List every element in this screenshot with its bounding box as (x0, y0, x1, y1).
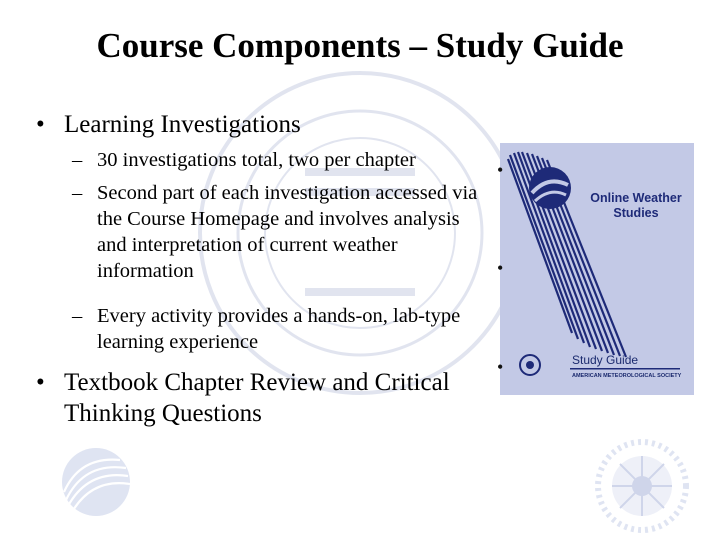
cover-bullet-dot: • (497, 258, 504, 278)
cover-publisher: AMERICAN METEOROLOGICAL SOCIETY (572, 373, 682, 379)
bullet-marker: • (36, 111, 45, 138)
bullet-textbook-review (36, 367, 496, 429)
cover-bullet-dot: • (497, 160, 504, 180)
subbullet-text: Every activity provides a hands-on, lab-type learning experience (97, 305, 461, 353)
slide-title: Course Components – Study Guide (96, 26, 624, 65)
cover-title: Online Weather Studies (590, 191, 682, 220)
subbullet-marker: – (72, 305, 83, 327)
subbullet-investigations-count (72, 147, 492, 173)
cover-bullet-dot: • (497, 357, 504, 377)
bullet-text: Learning Investigations (64, 111, 301, 138)
subbullet-text: 30 investigations total, two per chapter (97, 149, 416, 171)
ams-swirl-logo-icon (54, 442, 134, 522)
subbullet-text: Second part of each investigation accessed via the Course Homepage and involves analysis and interpretation of current weather information (97, 182, 478, 282)
subbullet-marker: – (72, 149, 83, 171)
subbullet-second-part (72, 180, 492, 284)
bullet-learning-investigations (36, 109, 496, 140)
bullet-marker: • (36, 369, 45, 396)
bullet-text: Textbook Chapter Review and Critical Thinking Questions (64, 369, 450, 427)
national-science-foundation-logo-icon (592, 436, 692, 536)
cover-subtitle: Study Guide (572, 353, 639, 367)
subbullet-hands-on (72, 303, 492, 355)
subbullet-marker: – (72, 182, 83, 204)
study-guide-cover-image (500, 143, 694, 395)
